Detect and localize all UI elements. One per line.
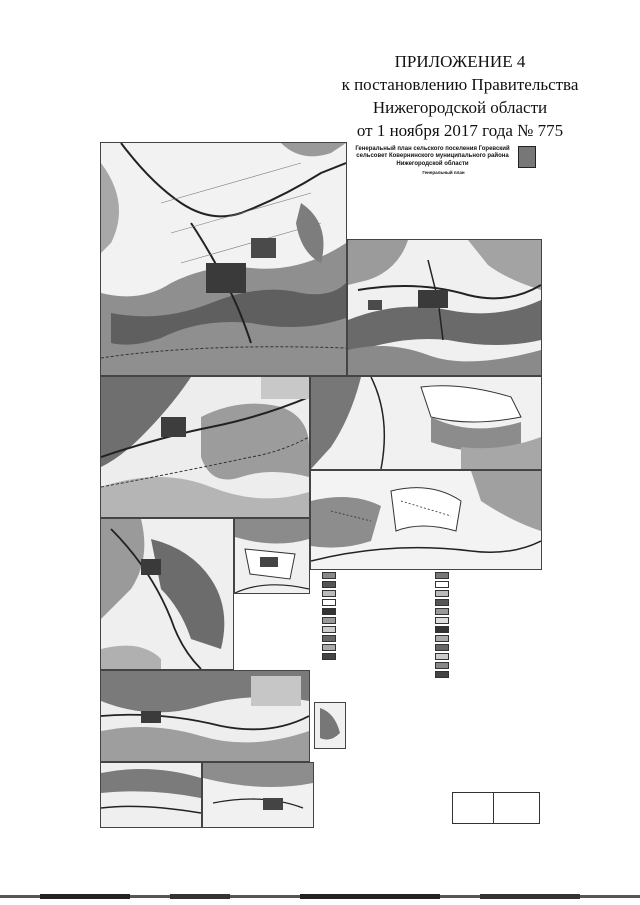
legend-row bbox=[435, 617, 540, 624]
map-panel-3 bbox=[100, 376, 310, 518]
map-sheet bbox=[100, 142, 540, 827]
map-panel-7-drawing bbox=[235, 519, 309, 593]
legend-row bbox=[322, 581, 432, 588]
region-line: Нижегородской области bbox=[372, 98, 548, 117]
map-panel-2 bbox=[347, 239, 542, 376]
appendix-number: ПРИЛОЖЕНИЕ 4 bbox=[394, 52, 526, 71]
map-panel-8 bbox=[100, 670, 310, 762]
map-title-block bbox=[347, 142, 540, 237]
legend-row bbox=[435, 590, 540, 597]
map-panel-9-drawing bbox=[101, 763, 201, 827]
legend-row bbox=[435, 599, 540, 606]
scan-bottom-strip bbox=[0, 892, 640, 902]
map-panel-2-drawing bbox=[348, 240, 541, 375]
legend-row bbox=[322, 608, 432, 615]
map-panel-10-drawing bbox=[203, 763, 313, 827]
map-panel-4 bbox=[310, 376, 542, 470]
legend-row bbox=[322, 617, 432, 624]
legend-row bbox=[435, 635, 540, 642]
emblem-icon bbox=[518, 146, 536, 168]
title-stamp bbox=[452, 792, 540, 824]
map-panel-6-drawing bbox=[101, 519, 233, 669]
map-panel-10 bbox=[202, 762, 314, 828]
legend-row bbox=[322, 599, 432, 606]
legend-column-1 bbox=[322, 572, 432, 712]
legend-row bbox=[322, 635, 432, 642]
map-panel-4-drawing bbox=[311, 377, 541, 469]
legend-row bbox=[435, 608, 540, 615]
legend-column-2 bbox=[435, 572, 540, 742]
map-panel-9 bbox=[100, 762, 202, 828]
map-panel-5 bbox=[310, 470, 542, 570]
legend-row bbox=[435, 662, 540, 669]
map-panel-11 bbox=[314, 702, 346, 749]
legend-row bbox=[322, 644, 432, 651]
map-subtitle: Генеральный план bbox=[422, 170, 465, 176]
map-panel-5-drawing bbox=[311, 471, 541, 569]
map-panel-1-drawing bbox=[101, 143, 346, 375]
decree-date-line: от 1 ноября 2017 года № 775 bbox=[356, 121, 564, 140]
map-panel-11-drawing bbox=[315, 703, 345, 748]
map-panel-3-drawing bbox=[101, 377, 309, 517]
stamp-grid bbox=[453, 793, 494, 823]
legend-row bbox=[435, 581, 540, 588]
map-title: Генеральный план сельского поселения Горевский сельсовет Ковернинского муниципального района Нижегородской области bbox=[355, 146, 510, 167]
legend-row bbox=[322, 590, 432, 597]
map-panel-6 bbox=[100, 518, 234, 670]
legend-row bbox=[435, 626, 540, 633]
map-panel-7 bbox=[234, 518, 310, 594]
legend-row bbox=[435, 653, 540, 660]
map-panel-1 bbox=[100, 142, 347, 376]
legend-row bbox=[322, 653, 432, 660]
map-panel-8-drawing bbox=[101, 671, 309, 761]
legend-row bbox=[435, 671, 540, 678]
legend-row bbox=[322, 626, 432, 633]
decree-line: к постановлению Правительства bbox=[341, 75, 579, 94]
legend-row bbox=[322, 572, 432, 579]
document-header bbox=[340, 50, 580, 142]
legend-row bbox=[435, 572, 540, 579]
legend-row bbox=[435, 644, 540, 651]
